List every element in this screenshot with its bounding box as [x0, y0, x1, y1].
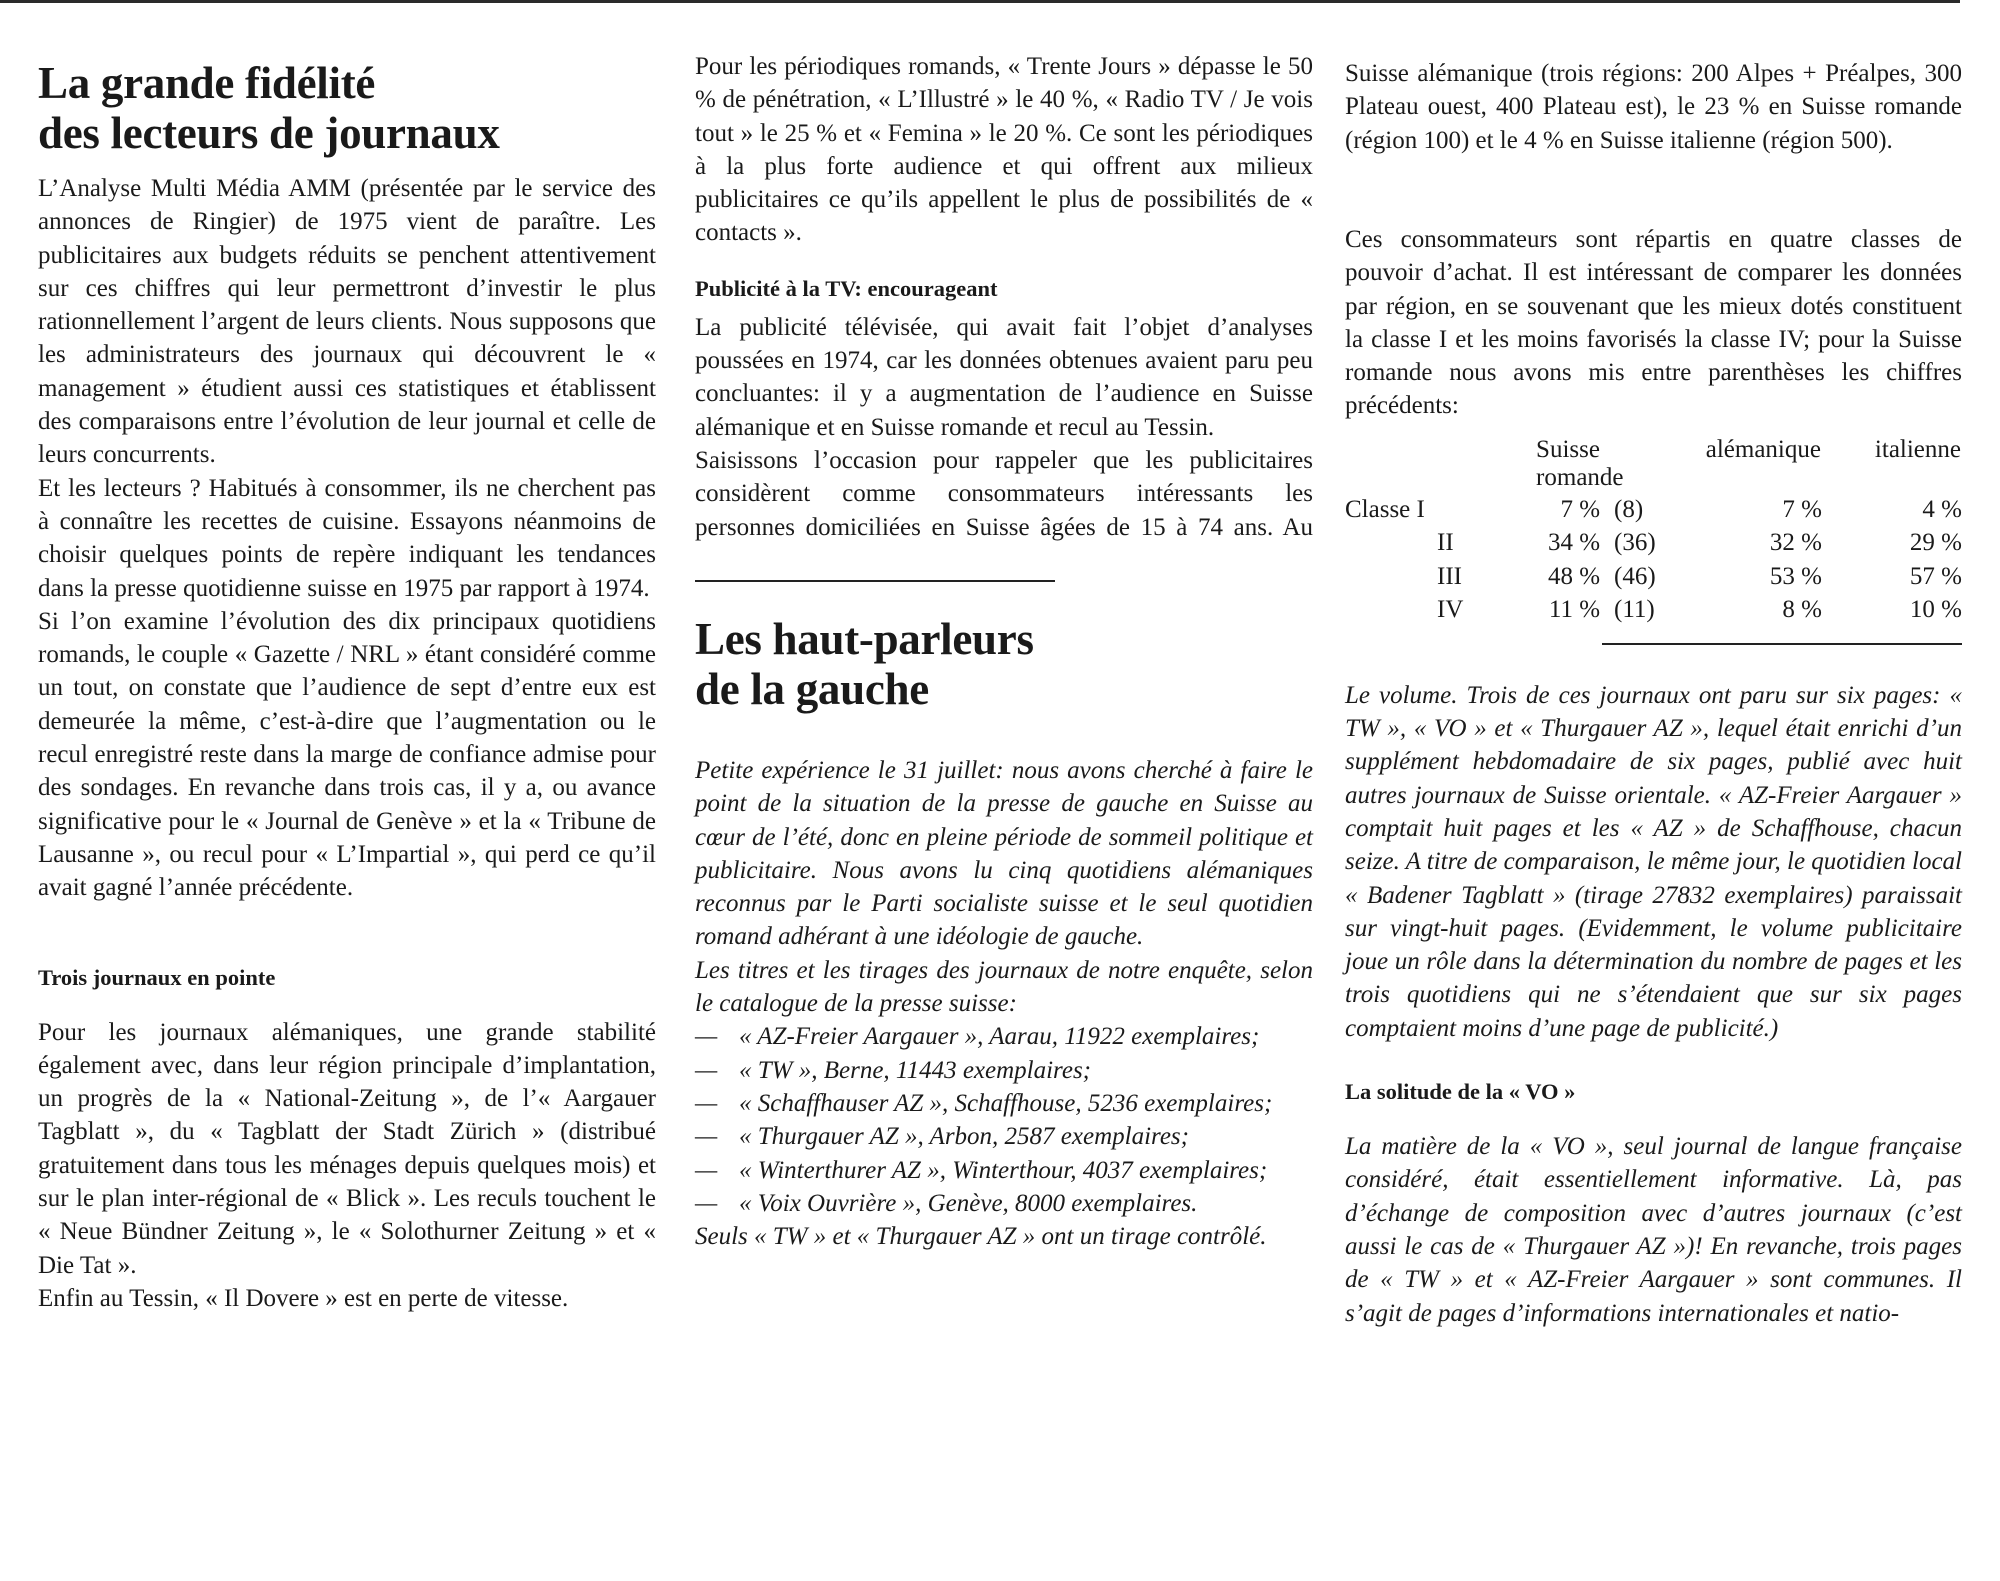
purchasing-power-table [1345, 435, 1962, 627]
editions-list [695, 1020, 1313, 1220]
article1-paragraph-1: L’Analyse Multi Média AMM (présentée par le service des annonces de Ringier) de 1975 vient de paraître. Les publicitaires aux budgets réduits se penchent attentivement sur ces chiffres qui leur permettront d’investir le plus rationnellement l’argent de leurs clients. Nous supposons que les administrateurs des journaux qui découvrent le « management » étudient aussi ces statistiques et établissent des comparaisons entre l’évolution de leur journal et celle de leurs concurrents. [38, 175, 656, 469]
article2-intro-paragraph-1: Petite expérience le 31 juillet: nous avons cherché à faire le point de la situation de la presse de gauche en Suisse au cœur de l’été, donc en pleine période de sommeil politique et publicitaire. Nous avons lu cinq quotidiens alémaniques reconnus par le Parti socialiste suisse et le seul quotidien romand adhérant à une idéologie de gauche. [695, 756, 1313, 951]
article1-section1-paragraph-2: Enfin au Tessin, « Il Dovere » est en perte de vitesse. [38, 1284, 569, 1312]
article2-solitude-paragraph: La matière de la « VO », seul journal de langue française considéré, était essentiellement informative. Là, pas d’échange de composition avec d’autres journaux (c’est aussi le cas de « Thurgauer AZ »)! En revanche, trois pages de « TW » et « AZ-Freier Aargauer » sont communes. Il s’agit de pages d’informations internationales et natio- [1345, 1133, 1962, 1327]
list-item: — « Schaffhauser AZ », Schaffhouse, 5236 exemplaires; [695, 1089, 1273, 1117]
subhead-publicite-tv: Publicité à la TV: encourageant [695, 275, 998, 301]
article1-section1-paragraph-3: Pour les périodiques romands, « Trente Jours » dépasse le 50 % de pénétration, « L’Illustré » le 40 %, « Radio TV / Je vois tout » le 25 % et « Femina » le 20 %. Ce sont les périodiques à la plus forte audience et qui offrent aux milieux publicitaires ce qu’ils appellent le plus de possibilités de « contacts ». [695, 53, 1313, 247]
article1-section1-paragraph-1: Pour les journaux alémaniques, une grande stabilité également avec, dans leur région principale d’implantation, un progrès de la « National-Zeitung », de l’« Aargauer Tagblatt », du « Tagblatt der Stadt Zürich » (distribué gratuitement dans tous les ménages depuis quelques mois) et sur le plan inter-régional de « Blick ». Les reculs touchent le « Neue Bündner Zeitung », le « Solothurner Zeitung » et « Die Tat ». [38, 1018, 656, 1279]
column-2 [695, 0, 1313, 1253]
article1-section2-paragraph-3: Ces consommateurs sont répartis en quatre classes de pouvoir d’achat. Il est intéressant de comparer les données par région, en se souvenant que les mieux dotés constituent la classe I et les moins favorisés la classe IV; pour la Suisse romande nous avons mis entre parenthèses les chiffres précédents: [1345, 226, 1962, 420]
table-row: II 34 % (36) 32 % 29 % [1437, 529, 1962, 557]
list-item: — « TW », Berne, 11443 exemplaires; [695, 1056, 1092, 1084]
list-item: — « Thurgauer AZ », Arbon, 2587 exemplaires; [695, 1123, 1189, 1151]
column-3 [1345, 0, 1962, 1330]
list-item: — « AZ-Freier Aargauer », Aarau, 11922 exemplaires; [695, 1023, 1260, 1051]
article1-section2-paragraph-1: La publicité télévisée, qui avait fait l’objet d’analyses poussées en 1974, car les données obtenues avaient paru peu concluantes: il y a augmentation de l’audience en Suisse alémanique et en Suisse romande et recul au Tessin. [695, 313, 1313, 441]
subhead-trois-journaux: Trois journaux en pointe [38, 964, 276, 990]
column-2-divider-rule [695, 580, 1055, 582]
article1-section2-paragraph-2: Saisissons l’occasion pour rappeler que les publicitaires considèrent comme consommateurs intéressants les personnes domiciliées en Suisse âgées de 15 à 74 ans. Au [695, 446, 1313, 541]
article1-title-line1: La grande fidélité [38, 58, 376, 108]
subhead-solitude-vo: La solitude de la « VO » [1345, 1079, 1576, 1105]
article1-paragraph-3: Si l’on examine l’évolution des dix principaux quotidiens romands, le couple « Gazette / NRL » étant considéré comme un tout, on constate que l’audience de sept d’entre eux est demeurée la même, c’est-à-dire que l’augmentation ou le recul enregistré reste dans la marge de confiance admise pour des sondages. En revanche dans trois cas, il y a, ou avance significative pour le « Journal de Genève » et la « Tribune de Lausanne », ou recul pour « L’Impartial », qui perd ce qu’il avait gagné l’année précédente. [38, 607, 656, 902]
article1-section2-paragraph-2-continued: Suisse alémanique (trois régions: 200 Alpes + Préalpes, 300 Plateau ouest, 400 Plateau est), le 23 % en Suisse romande (région 100) et le 4 % en Suisse italienne (région 500). [1345, 60, 1962, 154]
article1-title [38, 58, 656, 158]
article2-after-list: Seuls « TW » et « Thurgauer AZ » ont un tirage contrôlé. [695, 1223, 1267, 1251]
article2-volume-paragraph: Le volume. Trois de ces journaux ont paru sur six pages: « TW », « VO » et « Thurgauer AZ », lequel était enrichi d’un supplément hebdomadaire de six pages, publié avec huit autres journaux de Suisse orientale. « AZ-Freier Aargauer » comptait huit pages et les « AZ » de Schaffhouse, chacun seize. A titre de comparaison, le même jour, le quotidien local « Badener Tagblatt » (tirage 27832 exemplaires) paraissait sur vingt-huit pages. (Evidemment, le volume publicitaire joue un rôle dans la détermination du nombre de pages et les trois quotidiens qui ne s’étendaient que sur six pages comptaient moins d’une page de publicité.) [1345, 681, 1962, 1042]
article2-title [695, 614, 1313, 714]
list-item: — « Winterthurer AZ », Winterthour, 4037 exemplaires; [695, 1156, 1268, 1184]
article1-paragraph-2: Et les lecteurs ? Habitués à consommer, ils ne cherchent pas à connaître les recettes de cuisine. Essayons néanmoins de choisir quelques points de repère indiquant les tendances dans la presse quotidienne suisse en 1975 par rapport à 1974. [38, 474, 656, 602]
column-1 [38, 0, 656, 1315]
column-3-divider-rule [1602, 643, 1962, 645]
table-header-alemanique: alémanique [1705, 435, 1821, 463]
table-row: IV 11 % (11) 8 % 10 % [1437, 596, 1962, 624]
article2-title-line2: de la gauche [695, 663, 929, 714]
list-item: — « Voix Ouvrière », Genève, 8000 exemplaires. [695, 1189, 1198, 1217]
article1-title-line2: des lecteurs de journaux [38, 108, 500, 158]
article2-intro-paragraph-2: Les titres et les tirages des journaux de notre enquête, selon le catalogue de la presse suisse: [695, 956, 1313, 1018]
table-row: Classe I 7 % (8) 7 % 4 % [1345, 495, 1962, 523]
table-header-romande: Suisse romande [1536, 435, 1624, 491]
table-header-italienne: italienne [1874, 435, 1961, 463]
table-row: III 48 % (46) 53 % 57 % [1437, 562, 1962, 590]
table-header-row [1345, 435, 1962, 493]
article2-title-line1: Les haut-parleurs [695, 613, 1034, 664]
